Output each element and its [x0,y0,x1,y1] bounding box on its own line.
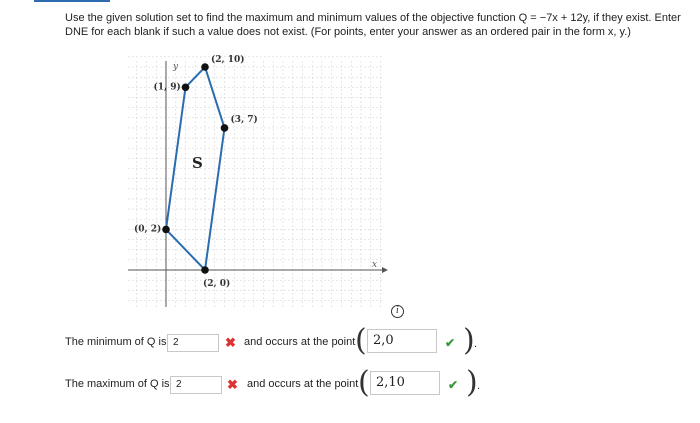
vertex-label-top: (2, 10) [211,55,245,65]
maximum-period: . [477,380,481,392]
vertex-top [201,63,209,71]
top-tab-accent [34,0,110,2]
maximum-value-input[interactable]: 2 [170,376,222,394]
vertex-label-origin-left: (0, 2) [134,224,162,235]
minimum-point-input[interactable]: 2,0 [367,329,437,353]
maximum-correct-icon: ✔ [448,378,459,392]
x-axis-arrow [382,267,388,273]
maximum-open-paren: ( [358,365,370,400]
maximum-point-label: and occurs at the point [247,378,359,390]
vertex-bottom [201,266,209,274]
minimum-close-paren: ) [463,323,475,358]
maximum-point-input[interactable]: 2,10 [370,371,440,395]
vertex-right [221,124,229,132]
maximum-close-paren: ) [466,365,478,400]
minimum-open-paren: ( [355,323,367,358]
vertex-label-bottom: (2, 0) [203,279,231,289]
minimum-prefix: The minimum of Q is [65,336,167,348]
x-axis-label: x [372,260,378,270]
vertex-label-right: (3, 7) [230,114,258,125]
question-instructions: Use the given solution set to find the maximum and minimum values of the objective function Q = −7x + 12y, if they exist. Enter DNE for each blank if such a value does not exist. (For points, enter your answer as an ordered pair in the form x, y.) [65,12,681,38]
vertex-origin-left [162,226,170,234]
feasible-region-graph [120,55,390,315]
minimum-correct-icon: ✔ [445,336,456,350]
vertex-label-top-left: (1, 9) [153,82,181,93]
vertex-top-left [182,84,190,92]
maximum-incorrect-icon: ✖ [227,377,238,392]
maximum-prefix: The maximum of Q is [65,378,170,390]
y-axis-label: y [173,62,179,72]
info-icon[interactable]: i [391,305,404,318]
minimum-point-label: and occurs at the point [244,336,356,348]
vertex-points [134,55,258,289]
minimum-incorrect-icon: ✖ [225,335,236,350]
minimum-value-input[interactable]: 2 [167,334,219,352]
region-label: S [192,154,203,172]
minimum-period: . [474,338,478,350]
